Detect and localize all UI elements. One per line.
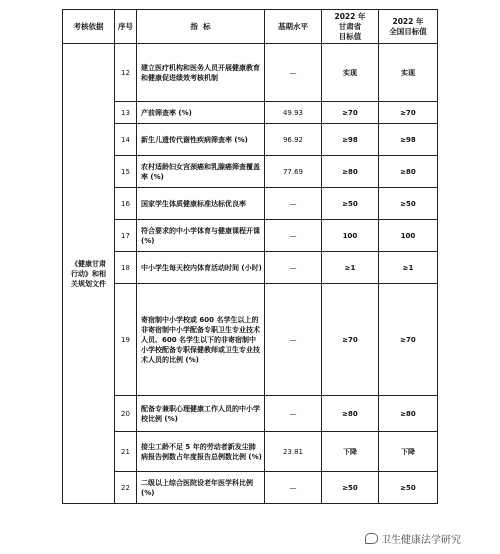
header-baseline: 基期水平	[265, 10, 322, 44]
seq-cell: 21	[115, 432, 137, 472]
indicator-cell: 新生儿遗传代谢性疾病筛查率 (%)	[137, 124, 265, 156]
baseline-cell: —	[265, 396, 322, 432]
indicator-cell: 建立医疗机构和医务人员开展健康教育和健康促进绩效考核机制	[137, 44, 265, 102]
national-target-cell: ≥50	[379, 188, 438, 220]
gansu-target-cell: 下降	[322, 432, 379, 472]
seq-cell: 20	[115, 396, 137, 432]
gansu-target-cell: ≥80	[322, 156, 379, 188]
national-target-cell: ≥80	[379, 156, 438, 188]
gansu-target-cell: 实现	[322, 44, 379, 102]
national-target-cell: 下降	[379, 432, 438, 472]
header-indicator: 指 标	[137, 10, 265, 44]
header-row	[63, 10, 438, 44]
baseline-cell: —	[265, 188, 322, 220]
table-row	[63, 156, 438, 188]
gansu-target-cell: ≥50	[322, 188, 379, 220]
baseline-cell: —	[265, 472, 322, 504]
seq-cell: 15	[115, 156, 137, 188]
watermark-text: 卫生健康法学研究	[381, 535, 461, 546]
baseline-cell: —	[265, 252, 322, 284]
gansu-target-cell: ≥98	[322, 124, 379, 156]
seq-cell: 19	[115, 284, 137, 396]
national-target-cell: ≥1	[379, 252, 438, 284]
national-target-cell: ≥50	[379, 472, 438, 504]
national-target-cell: 100	[379, 220, 438, 252]
table-row	[63, 220, 438, 252]
gansu-target-cell: ≥70	[322, 284, 379, 396]
indicator-cell: 二级以上综合医院设老年医学科比例 (%)	[137, 472, 265, 504]
national-target-cell: 实现	[379, 44, 438, 102]
table-row	[63, 124, 438, 156]
indicator-cell: 国家学生体质健康标准达标优良率	[137, 188, 265, 220]
header-basis: 考核依据	[63, 10, 115, 44]
seq-cell: 22	[115, 472, 137, 504]
header-seq: 序号	[115, 10, 137, 44]
table-row	[63, 44, 438, 102]
seq-cell: 14	[115, 124, 137, 156]
indicator-table	[62, 9, 438, 504]
indicator-cell: 符合要求的中小学体育与健康课程开课 (%)	[137, 220, 265, 252]
seq-cell: 17	[115, 220, 137, 252]
table-row	[63, 102, 438, 124]
header-national-target: 2022 年 全国目标值	[379, 10, 438, 44]
indicator-cell: 农村适龄妇女宫颈癌和乳腺癌筛查覆盖率 (%)	[137, 156, 265, 188]
gansu-target-cell: 100	[322, 220, 379, 252]
table-row	[63, 188, 438, 220]
indicator-cell: 寄宿制中小学校或 600 名学生以上的非寄宿制中小学配备专职卫生专业技术人员、600 名学生以下的非寄宿制中小学校配备专职保健教师或卫生专业技术人员的比例 (%)	[137, 284, 265, 396]
seq-cell: 13	[115, 102, 137, 124]
indicator-cell: 产前筛查率 (%)	[137, 102, 265, 124]
baseline-cell: 77.69	[265, 156, 322, 188]
national-target-cell: ≥80	[379, 396, 438, 432]
gansu-target-cell: ≥1	[322, 252, 379, 284]
national-target-cell: ≥98	[379, 124, 438, 156]
seq-cell: 18	[115, 252, 137, 284]
watermark	[365, 531, 461, 546]
gansu-target-cell: ≥50	[322, 472, 379, 504]
header-gansu-target: 2022 年 甘肃省 目标值	[322, 10, 379, 44]
wechat-icon	[365, 533, 378, 544]
category-cell: 《健康甘肃 行动》和相 关规划文件	[63, 44, 115, 504]
seq-cell: 16	[115, 188, 137, 220]
baseline-cell: —	[265, 284, 322, 396]
baseline-cell: 49.93	[265, 102, 322, 124]
table-row	[63, 284, 438, 396]
gansu-target-cell: ≥80	[322, 396, 379, 432]
baseline-cell: —	[265, 44, 322, 102]
national-target-cell: ≥70	[379, 284, 438, 396]
table-row	[63, 472, 438, 504]
indicator-cell: 中小学生每天校内体育活动时间 (小时)	[137, 252, 265, 284]
seq-cell: 12	[115, 44, 137, 102]
table-row	[63, 432, 438, 472]
table-row	[63, 252, 438, 284]
baseline-cell: 96.92	[265, 124, 322, 156]
gansu-target-cell: ≥70	[322, 102, 379, 124]
national-target-cell: ≥70	[379, 102, 438, 124]
table-row	[63, 396, 438, 432]
baseline-cell: —	[265, 220, 322, 252]
indicator-cell: 接尘工龄不足 5 年的劳动者新发尘肺病报告例数占年度报告总例数比例 (%)	[137, 432, 265, 472]
baseline-cell: 23.81	[265, 432, 322, 472]
indicator-cell: 配备专兼职心理健康工作人员的中小学校比例 (%)	[137, 396, 265, 432]
